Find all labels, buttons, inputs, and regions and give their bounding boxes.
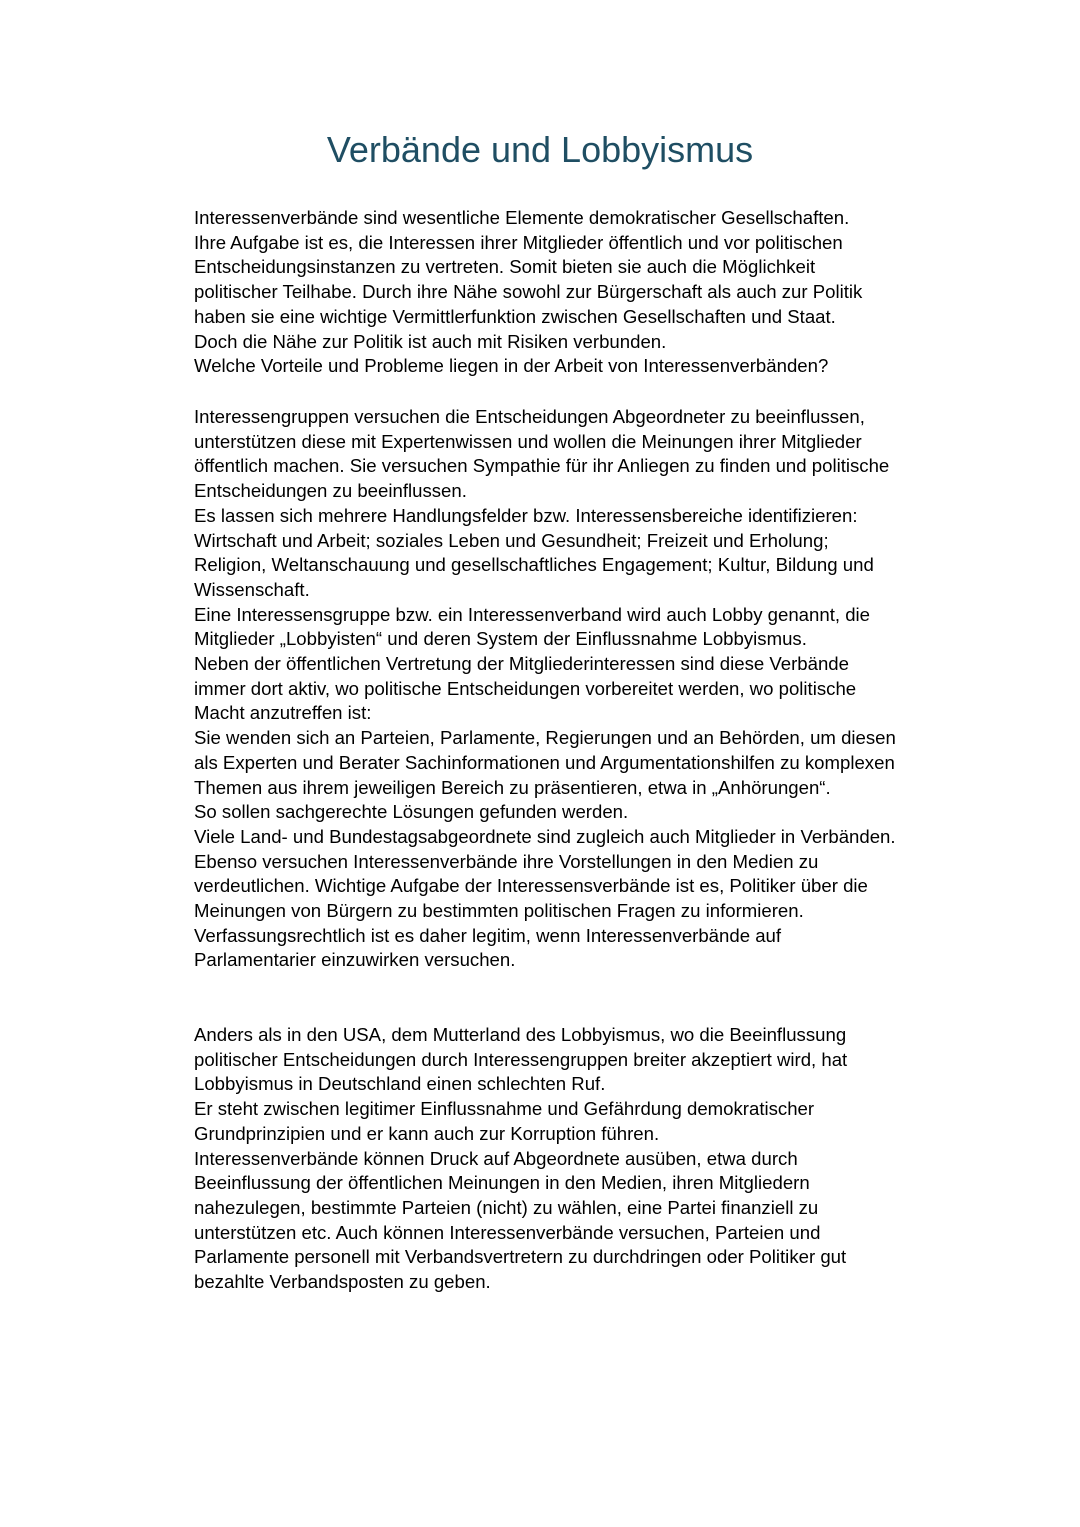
text-line: Sie wenden sich an Parteien, Parlamente, Regierungen und an Behörden, um diesen	[194, 727, 896, 749]
text-line: Welche Vorteile und Probleme liegen in der Arbeit von Interessenverbänden?	[194, 355, 829, 377]
text-line: Religion, Weltanschauung und gesellschaftliches Engagement; Kultur, Bildung und	[194, 554, 874, 576]
text-line: Neben der öffentlichen Vertretung der Mitgliederinteressen sind diese Verbände	[194, 653, 849, 675]
text-line: Lobbyismus in Deutschland einen schlechten Ruf.	[194, 1073, 606, 1095]
paragraph-introduction	[194, 206, 964, 379]
text-line: Doch die Nähe zur Politik ist auch mit Risiken verbunden.	[194, 330, 667, 352]
text-line: So sollen sachgerechte Lösungen gefunden werden.	[194, 801, 629, 823]
text-line: Interessenverbände können Druck auf Abgeordnete ausüben, etwa durch	[194, 1147, 798, 1169]
text-line: Wissenschaft.	[194, 578, 310, 600]
page-title: Verbände und Lobbyismus	[326, 129, 754, 170]
text-line: Grundprinzipien und er kann auch zur Korruption führen.	[194, 1122, 660, 1144]
text-line: Mitglieder „Lobbyisten“ und deren System der Einflussnahme Lobbyismus.	[194, 628, 807, 650]
text-line: öffentlich machen. Sie versuchen Sympathie für ihr Anliegen zu finden und politische	[194, 455, 890, 477]
text-line: politischer Entscheidungen durch Interessengruppen breiter akzeptiert wird, hat	[194, 1048, 848, 1070]
text-line: Verfassungsrechtlich ist es daher legitim, wenn Interessenverbände auf	[194, 924, 782, 946]
text-line: Ihre Aufgabe ist es, die Interessen ihrer Mitglieder öffentlich und vor politischen	[194, 231, 843, 253]
text-line: nahezulegen, bestimmte Parteien (nicht) zu wählen, eine Partei finanziell zu	[194, 1196, 819, 1218]
text-line: Entscheidungsinstanzen zu vertreten. Somit bieten sie auch die Möglichkeit	[194, 256, 816, 278]
text-line: Meinungen von Bürgern zu bestimmten politischen Fragen zu informieren.	[194, 900, 804, 922]
text-line: haben sie eine wichtige Vermittlerfunktion zwischen Gesellschaften und Staat.	[194, 305, 836, 327]
text-line: Interessenverbände sind wesentliche Elemente demokratischer Gesellschaften.	[194, 207, 850, 228]
text-line: Entscheidungen zu beeinflussen.	[194, 480, 467, 502]
text-line: Wirtschaft und Arbeit; soziales Leben und Gesundheit; Freizeit und Erholung;	[194, 529, 829, 551]
paragraph-lobbying-germany	[194, 1023, 964, 1295]
text-line: als Experten und Berater Sachinformationen und Argumentationshilfen zu komplexen	[194, 751, 895, 773]
text-line: politischer Teilhabe. Durch ihre Nähe sowohl zur Bürgerschaft als auch zur Politik	[194, 281, 863, 303]
text-line: Beeinflussung der öffentlichen Meinungen in den Medien, ihren Mitgliedern	[194, 1172, 810, 1194]
text-line: immer dort aktiv, wo politische Entscheidungen vorbereitet werden, wo politische	[194, 677, 857, 699]
text-line: Viele Land- und Bundestagsabgeordnete sind zugleich auch Mitglieder in Verbänden.	[194, 825, 896, 847]
text-line: Themen aus ihrem jeweiligen Bereich zu präsentieren, etwa in „Anhörungen“.	[194, 776, 831, 798]
text-line: verdeutlichen. Wichtige Aufgabe der Interessensverbände ist es, Politiker über die	[194, 875, 868, 897]
text-line: unterstützen etc. Auch können Interessenverbände versuchen, Parteien und	[194, 1221, 821, 1243]
text-line: Anders als in den USA, dem Mutterland des Lobbyismus, wo die Beeinflussung	[194, 1024, 847, 1045]
text-line: Eine Interessensgruppe bzw. ein Interessenverband wird auch Lobby genannt, die	[194, 603, 871, 625]
paragraph-interest-groups	[194, 405, 964, 973]
text-line: Macht anzutreffen ist:	[194, 702, 372, 724]
text-line: Parlamentarier einzuwirken versuchen.	[194, 949, 516, 971]
text-line: unterstützen diese mit Expertenwissen und wollen die Meinungen ihrer Mitglieder	[194, 430, 862, 452]
text-line: Es lassen sich mehrere Handlungsfelder bzw. Interessensbereiche identifizieren:	[194, 504, 858, 526]
text-line: Parlamente personell mit Verbandsvertretern zu durchdringen oder Politiker gut	[194, 1246, 847, 1268]
text-line: bezahlte Verbandsposten zu geben.	[194, 1271, 491, 1293]
text-line: Ebenso versuchen Interessenverbände ihre Vorstellungen in den Medien zu	[194, 850, 819, 872]
text-line: Interessengruppen versuchen die Entscheidungen Abgeordneter zu beeinflussen,	[194, 406, 865, 427]
text-line: Er steht zwischen legitimer Einflussnahme und Gefährdung demokratischer	[194, 1098, 815, 1120]
